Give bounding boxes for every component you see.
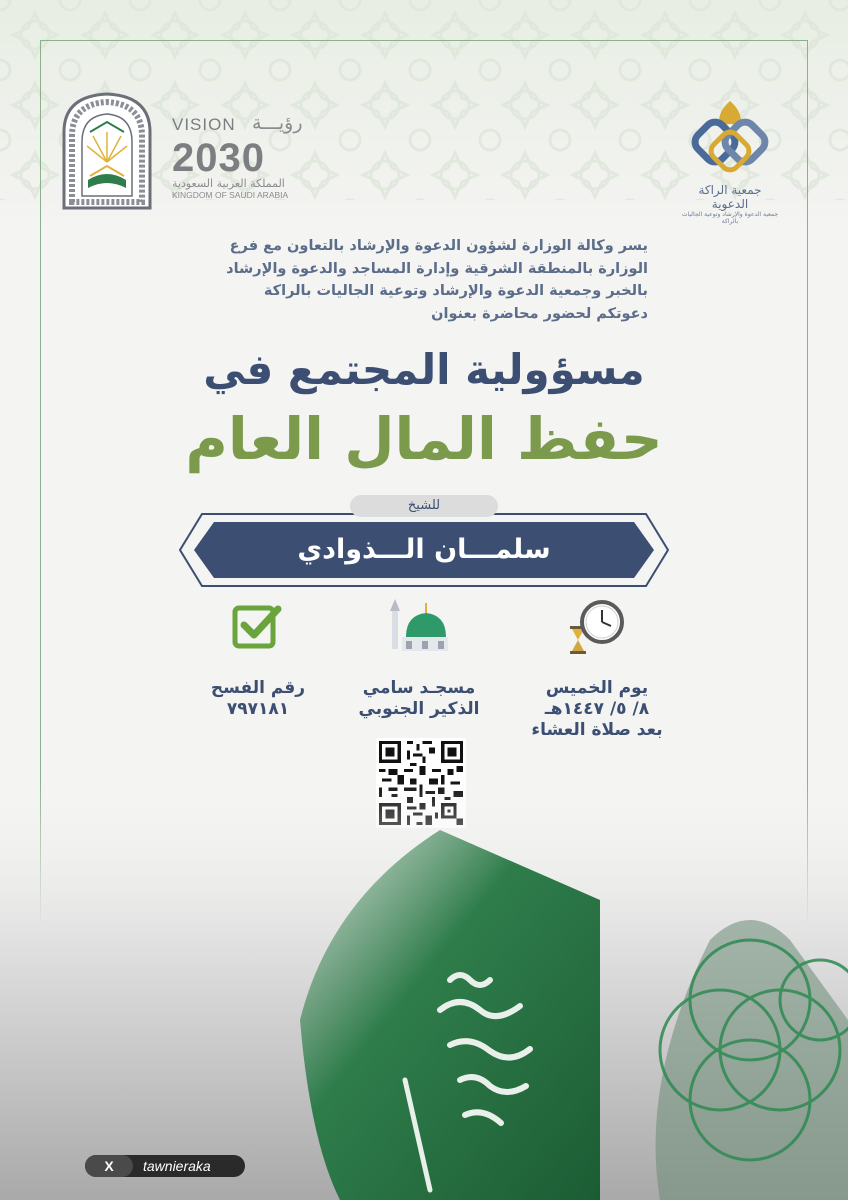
- social-handle-badge[interactable]: [85, 1155, 245, 1177]
- mosque-icon: [388, 597, 450, 653]
- intro-line: يسر وكالة الوزارة لشؤون الدعوة والإرشاد بالتعاون مع فرع: [229, 238, 648, 254]
- x-logo-icon: X: [85, 1155, 133, 1177]
- location-info: [344, 678, 494, 720]
- intro-line: دعوتكم لحضور محاضرة بعنوان: [431, 305, 648, 322]
- speaker-name: سلمـــان الـــذوادي: [297, 534, 551, 565]
- checkbox-icon: [232, 603, 282, 649]
- event-time: بعد صلاة العشاء: [531, 720, 663, 740]
- intro-paragraph: [188, 235, 648, 325]
- vision-label-ar: رؤيـــة: [252, 112, 303, 134]
- kingdom-name-en: KINGDOM OF SAUDI ARABIA: [172, 190, 289, 200]
- vision-year: 2030: [172, 136, 265, 180]
- ministry-logo-icon: [60, 92, 154, 210]
- event-day: يوم الخميس: [545, 678, 649, 698]
- saudi-flag-left: [300, 820, 600, 1200]
- raka-association-logo: [680, 95, 780, 225]
- mosque-name-line2: الذكير الجنوبي: [358, 699, 480, 719]
- saudi-flag-right: [600, 880, 848, 1200]
- vision-label-en: VISION: [172, 115, 236, 134]
- kingdom-name-ar: المملكة العربية السعودية: [172, 177, 285, 190]
- raka-emblem-icon: [680, 95, 780, 185]
- time-info: [522, 678, 672, 741]
- permit-info: [194, 678, 322, 720]
- permit-label: رقم الفسح: [210, 678, 306, 698]
- speaker-prefix: للشيخ: [350, 495, 498, 517]
- lecture-title-line2: حفظ المال العام: [185, 405, 663, 473]
- vision-2030-logo: [172, 112, 317, 205]
- raka-subtitle: جمعية الدعوة والإرشاد وتوعية الجاليات بالراكة: [681, 211, 779, 225]
- event-date: ٨/ ٥/ ١٤٤٧هـ: [544, 699, 650, 719]
- clock-hourglass-icon: [566, 598, 628, 656]
- social-handle: tawnieraka: [143, 1158, 211, 1174]
- mosque-name-line1: مسجـد سامي: [362, 678, 476, 698]
- intro-line: الوزارة بالمنطقة الشرقية وإدارة المساجد والدعوة والإرشاد: [226, 260, 648, 277]
- raka-name: جمعية الراكة الدعوية: [698, 183, 762, 211]
- intro-line: بالخبر وجمعية الدعوة والإرشاد وتوعية الجاليات بالراكة: [263, 283, 648, 299]
- permit-number: ٧٩٧١٨١: [226, 699, 290, 719]
- lecture-title-line1: مسؤولية المجتمع في: [203, 345, 645, 394]
